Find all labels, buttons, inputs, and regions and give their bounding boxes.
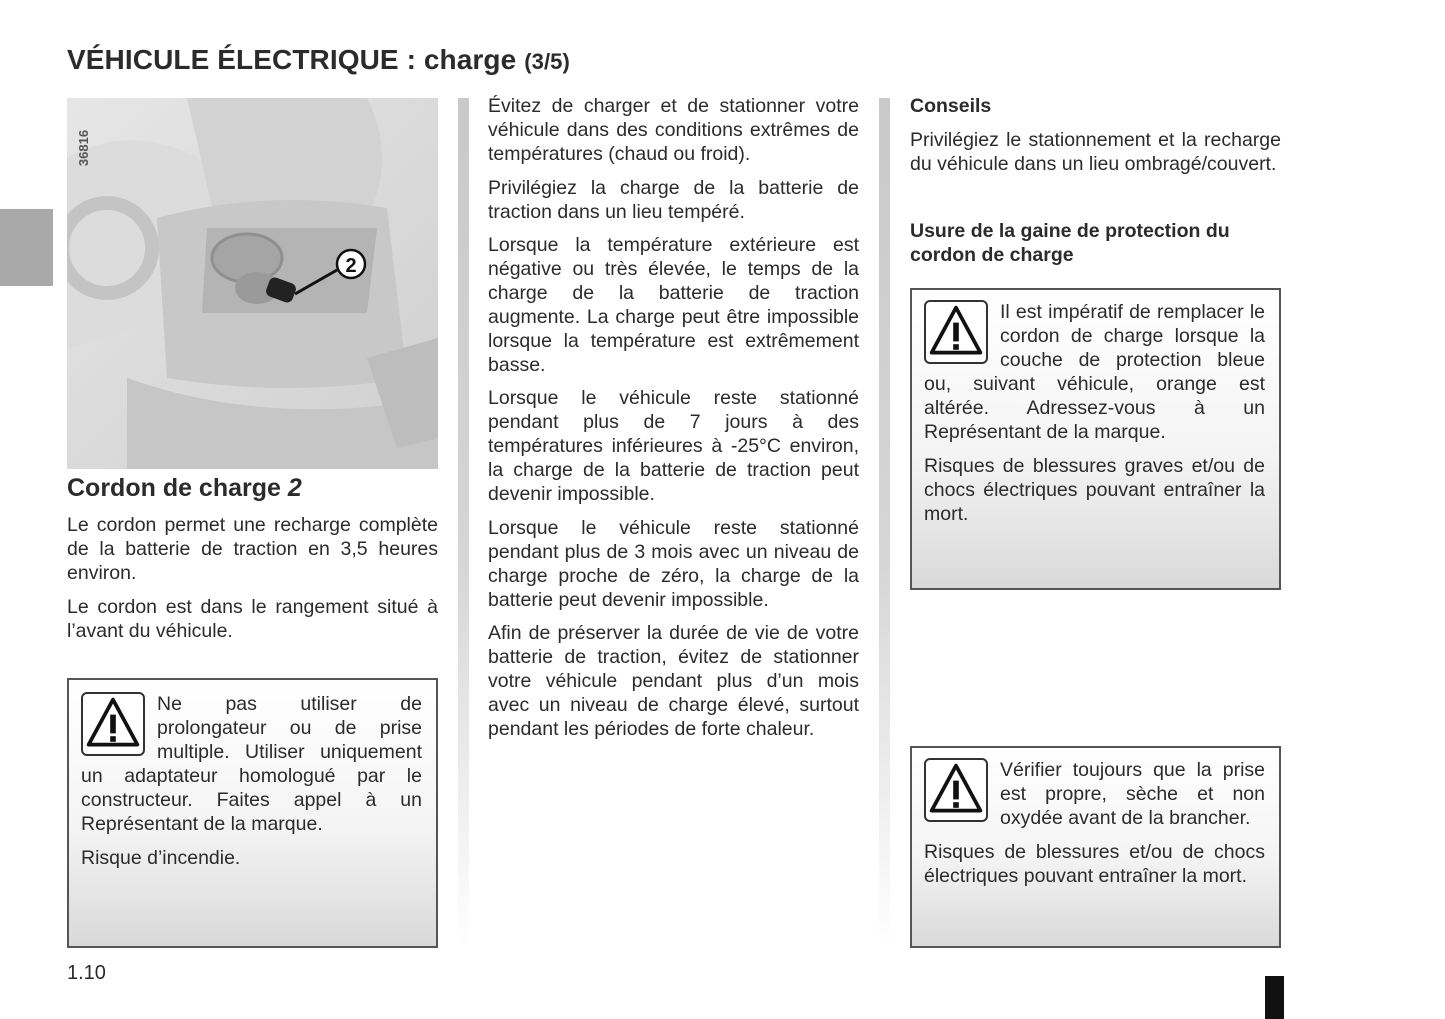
warning-text: Ne pas utiliser de prolongateur ou de prise multiple. Utiliser uniquement un adaptateur homologué par le constructeur. Faites appel à un Représentant de la marque. bbox=[81, 693, 422, 835]
page-title bbox=[67, 44, 570, 76]
warning-triangle-icon bbox=[924, 758, 988, 822]
temperature-paragraph-4: Lorsque le véhicule reste stationné pendant plus de 7 jours à des températures inférieures à -25°C environ, la charge de la batterie de traction peut devenir impossible. bbox=[488, 387, 859, 505]
figure-reference-number: 36816 bbox=[76, 129, 91, 167]
heading-callout: 2 bbox=[287, 474, 302, 502]
warning-triangle-icon bbox=[81, 692, 145, 756]
section-tab bbox=[0, 209, 53, 286]
usure-heading: Usure de la gaine de protection du cordon de charge bbox=[910, 220, 1230, 266]
title-main: VÉHICULE ÉLECTRIQUE : charge bbox=[67, 44, 517, 75]
section-heading-cordon bbox=[67, 474, 302, 503]
page-corner-marker bbox=[1265, 976, 1284, 1019]
charging-port-illustration bbox=[67, 98, 438, 469]
warning-triangle-icon bbox=[924, 300, 988, 364]
conseils-paragraph: Privilégiez le stationnement et la recharge du véhicule dans un lieu ombragé/couvert. bbox=[910, 129, 1281, 175]
temperature-paragraph-5: Lorsque le véhicule reste stationné pendant plus de 3 mois avec un niveau de charge proche de zéro, la charge de la batterie peut devenir impossible. bbox=[488, 517, 859, 611]
temperature-paragraph-3: Lorsque la température extérieure est négative ou très élevée, le temps de la charge de la batterie de traction augmente. La charge peut être impossible lorsque la température est extrêmement basse. bbox=[488, 234, 859, 376]
title-part: (3/5) bbox=[524, 49, 570, 74]
warning-text: Vérifier toujours que la prise est propre, sèche et non oxydée avant de la brancher. bbox=[1000, 759, 1265, 829]
cordon-paragraph-1: Le cordon permet une recharge complète de la batterie de traction en 3,5 heures environ. bbox=[67, 514, 438, 584]
warning-risk: Risques de blessures graves et/ou de chocs électriques pouvant entraîner la mort. bbox=[924, 455, 1265, 525]
heading-text: Cordon de charge bbox=[67, 474, 281, 502]
page-number: 1.10 bbox=[67, 962, 106, 984]
column-divider bbox=[879, 98, 890, 948]
conseils-heading: Conseils bbox=[910, 95, 992, 117]
column-divider bbox=[458, 98, 469, 948]
temperature-paragraph-6: Afin de préserver la durée de vie de votre batterie de traction, évitez de stationner votre véhicule pendant plus d’un mois avec un niveau de charge élevé, surtout pendant les périodes de forte chaleur. bbox=[488, 622, 859, 740]
callout-number: 2 bbox=[345, 255, 357, 277]
warning-text: Il est impératif de remplacer le cordon de charge lorsque la couche de protection bleue ou, suivant véhicule, orange est altérée. Adressez-vous à un Représentant de la marque. bbox=[924, 301, 1265, 443]
temperature-paragraph-2: Privilégiez la charge de la batterie de traction dans un lieu tempéré. bbox=[488, 177, 859, 223]
warning-box-socket-check bbox=[910, 746, 1281, 948]
warning-risk: Risque d’incendie. bbox=[81, 847, 241, 869]
cordon-paragraph-2: Le cordon est dans le rangement situé à l’avant du véhicule. bbox=[67, 596, 438, 642]
warning-box-cord-wear bbox=[910, 288, 1281, 590]
temperature-paragraph-1: Évitez de charger et de stationner votre véhicule dans des conditions extrêmes de températures (chaud ou froid). bbox=[488, 95, 859, 165]
warning-risk: Risques de blessures et/ou de chocs électriques pouvant entraîner la mort. bbox=[924, 841, 1265, 887]
warning-box-extension bbox=[67, 678, 438, 948]
